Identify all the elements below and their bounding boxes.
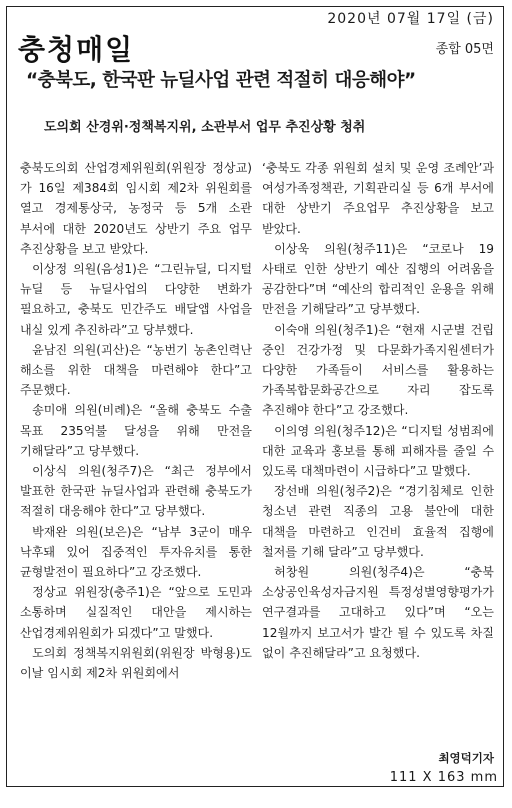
paragraph: 정상교 위원장(충주1)은 “앞으로 도민과 소통하며 실질적인 대안을 제시하는 산업경제위원회가 되겠다”고 말했다. <box>20 585 252 640</box>
paragraph: 이상정 의원(음성1)은 “그린뉴딜, 디지털 뉴딜 등 뉴딜사업의 다양한 변화가 필요하고, 충북도 민간주도 배달앱 사업을 내실 있게 추진하라”고 당부했다. <box>20 262 252 337</box>
article-column-left <box>20 158 252 683</box>
paragraph: 송미애 의원(비례)은 “올해 충북도 수출 목표 235억불 달성을 위해 만전을 기해달라”고 당부했다. <box>20 403 252 458</box>
paragraph: 이의영 의원(청주12)은 “디지털 성범죄에 대한 교육과 홍보를 통해 피해자를 줄일 수 있도록 대책마련이 시급하다”고 말했다. <box>262 423 494 479</box>
article-subtitle: 도의회 산경위·정책복지위, 소관부서 업무 추진상황 청취 <box>44 120 366 135</box>
paragraph: 이상식 의원(청주7)은 “최근 정부에서 발표한 한국판 뉴딜사업과 관련해 충북도가 적절히 대응해야 한다”고 당부했다. <box>20 464 252 519</box>
paragraph: ‘충북도 각종 위원회 설치 및 운영 조례안’과 여성가족정책관, 기획관리실 등 6개 부서에 대한 상반기 주요업무 추진상황을 보고 받았다. <box>262 161 494 236</box>
reporter-byline: 최영덕기자 <box>438 751 494 765</box>
clip-size-label: 111 X 163 mm <box>389 770 498 785</box>
paragraph: 충북도의회 산업경제위원회(위원장 정상교)가 16일 제384회 임시회 제2차 위원회를 열고 경제통상국, 농정국 등 5개 소관 부서에 대한 2020년도 상반기 주요 업무 추진상황을 보고 받았다. <box>20 161 252 256</box>
newspaper-name: 충청매일 <box>18 33 135 66</box>
paragraph: 도의회 정책복지위원회(위원장 박형용)도 이날 임시회 제2차 위원회에서 <box>20 645 252 681</box>
publication-date: 2020년 07월 17일 (금) <box>327 11 494 27</box>
article-column-right <box>262 158 494 663</box>
section-page: 종합 05면 <box>435 42 494 57</box>
article-headline: “충북도, 한국판 뉴딜사업 관련 적절히 대응해야” <box>26 70 416 91</box>
paragraph: 이상욱 의원(청주11)은 “코로나 19 사태로 인한 상반기 예산 집행의 어려움을 공감한다”며 “예산의 합리적인 운용을 위해 만전을 기해달라”고 당부했다. <box>262 241 494 317</box>
paragraph: 박재완 의원(보은)은 “남부 3군이 매우 낙후돼 있어 집중적인 투자유치를 통한 균형발전이 필요하다”고 강조했다. <box>20 524 252 580</box>
paragraph: 윤남진 의원(괴산)은 “농번기 농촌인력난 해소를 위한 대책을 마련해야 한다”고 주문했다. <box>20 342 252 398</box>
paragraph: 이숙애 의원(청주1)은 “현재 시군별 건립 중인 건강가정 및 다문화가족지원센터가 다양한 가족들이 서비스를 활용하는 가족복합문화공간으로 자리 잡도록 추진해야 한다”고 강조했다. <box>262 322 494 418</box>
paragraph: 장선배 의원(청주2)은 “경기침체로 인한 청소년 관련 직종의 고용 불안에 대한 대책을 마련하고 인건비 효율적 집행에 철저를 기해 달라”고 당부했다. <box>262 484 494 559</box>
paragraph: 허창원 의원(청주4)은 “충북 소상공인육성자금지원 특정성별영향평가가 연구결과를 고대하고 있다”며 “오는 12월까지 보고서가 발간 될 수 있도록 차질 없이 추진해달라”고 요청했다. <box>262 565 494 660</box>
